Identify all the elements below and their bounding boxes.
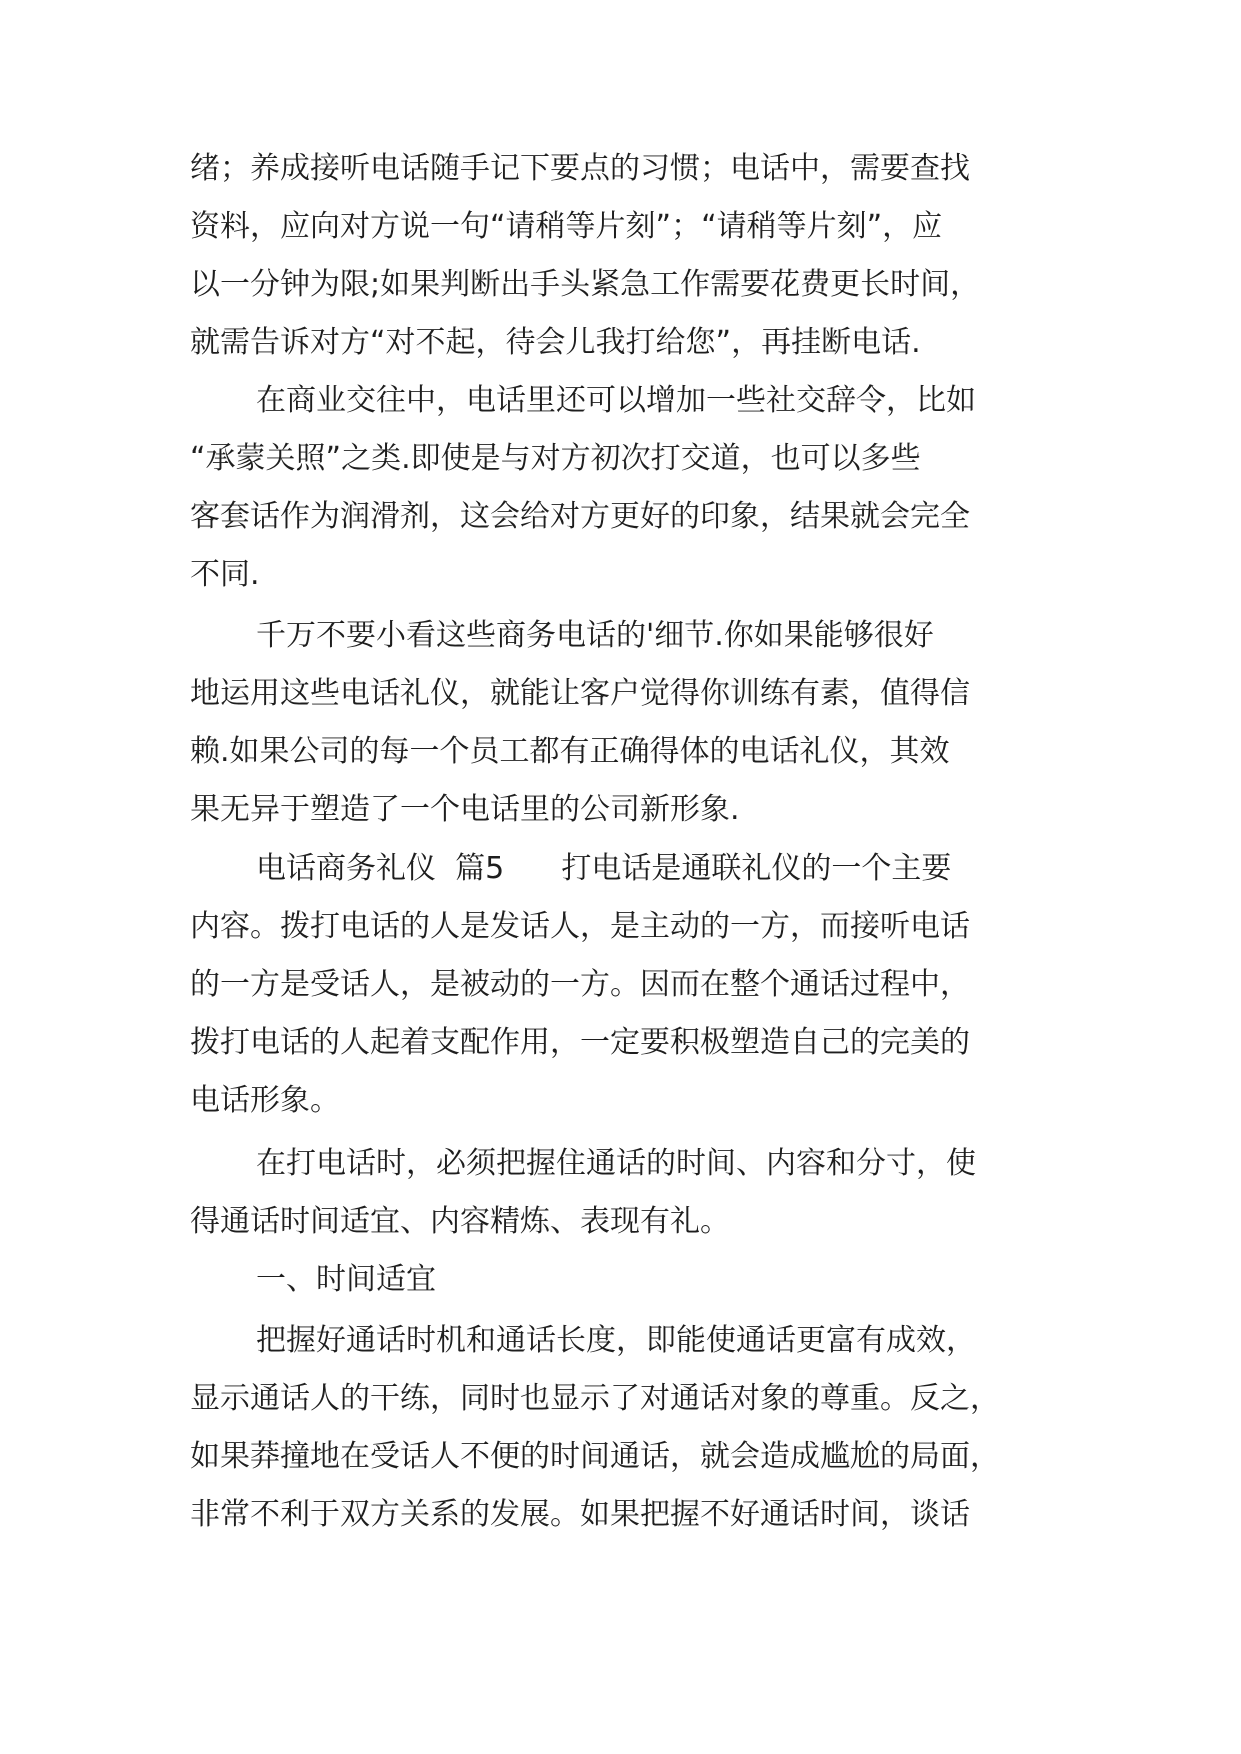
text-line: 电话形象。 (190, 1083, 340, 1118)
text-line: 绪；养成接听电话随手记下要点的习惯；电话中，需要查找 (190, 151, 970, 186)
text-line: 内容。拨打电话的人是发话人，是主动的一方，而接听电话 (190, 909, 970, 944)
text-line: 拨打电话的人起着支配作用，一定要积极塑造自己的完美的 (190, 1025, 970, 1060)
text-line: 果无异于塑造了一个电话里的公司新形象. (190, 792, 740, 827)
text-line: 客套话作为润滑剂，这会给对方更好的印象，结果就会完全 (190, 499, 970, 534)
text-line: 的一方是受话人，是被动的一方。因而在整个通话过程中， (190, 967, 970, 1002)
paragraph-first-line: 在打电话时，必须把握住通话的时间、内容和分寸，使 (256, 1146, 976, 1181)
subheading-line: 一、时间适宜 (256, 1262, 436, 1297)
text-line: 不同. (190, 557, 260, 592)
text-line: 得通话时间适宜、内容精炼、表现有礼。 (190, 1204, 730, 1239)
text-line: 显示通话人的干练，同时也显示了对通话对象的尊重。反之， (190, 1381, 1000, 1416)
paragraph-first-line: 在商业交往中，电话里还可以增加一些社交辞令，比如 (256, 383, 976, 418)
text-line: 非常不利于双方关系的发展。如果把握不好通话时间，谈话 (190, 1497, 970, 1532)
text-line: 以一分钟为限;如果判断出手头紧急工作需要花费更长时间， (190, 267, 981, 302)
text-line: 赖.如果公司的每一个员工都有正确得体的电话礼仪，其效 (190, 734, 950, 769)
text-line: 就需告诉对方“对不起，待会儿我打给您”，再挂断电话. (190, 325, 921, 360)
section-heading-line: 电话商务礼仪 篇5 打电话是通联礼仪的一个主要 (256, 851, 952, 886)
text-line: 如果莽撞地在受话人不便的时间通话，就会造成尴尬的局面， (190, 1439, 1000, 1474)
paragraph-first-line: 把握好通话时机和通话长度，即能使通话更富有成效， (256, 1323, 976, 1358)
text-line: 资料，应向对方说一句“请稍等片刻”；“请稍等片刻”，应 (190, 209, 943, 244)
text-line: 地运用这些电话礼仪，就能让客户觉得你训练有素，值得信 (190, 676, 970, 711)
text-line: “承蒙关照”之类.即使是与对方初次打交道，也可以多些 (190, 441, 921, 476)
paragraph-first-line: 千万不要小看这些商务电话的'细节.你如果能够很好 (256, 618, 934, 653)
